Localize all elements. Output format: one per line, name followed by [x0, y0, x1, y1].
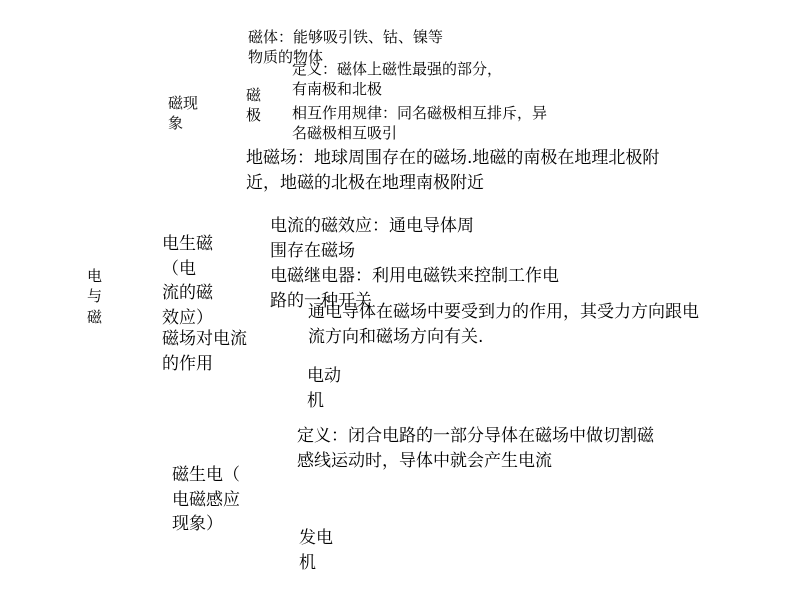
magnetism-to-electricity-label: 磁生电（ 电磁感应 现象）: [172, 465, 240, 535]
root-label: 电 与 磁: [87, 267, 103, 326]
magnetic-phenomena-label: 磁现 象: [168, 94, 199, 133]
magnetic-pole-label: 磁 极: [246, 86, 262, 125]
force-on-current-label: 磁场对电流 的作用: [162, 329, 247, 374]
magnetic-pole-interaction: 相互作用规律：同名磁极相互排斥，异 名磁极相互吸引: [292, 104, 548, 143]
electromagnetic-relay: 电磁继电器：利用电磁铁来控制工作电 路的一种开关: [270, 266, 559, 311]
earth-magnetic-field: 地磁场：地球周围存在的磁场.地磁的南极在地理北极附 近，地磁的北极在地理南极附近: [246, 148, 660, 193]
force-on-current-description: 通电导体在磁场中要受到力的作用，其受力方向跟电 流方向和磁场方向有关.: [308, 302, 699, 347]
oersted-effect: 电流的磁效应：通电导体周 围存在磁场: [270, 216, 474, 261]
electric-motor: 电动 机: [307, 366, 341, 411]
electricity-to-magnetism-label: 电生磁 （电 流的磁 效应）: [162, 234, 213, 328]
electric-generator: 发电 机: [299, 528, 333, 573]
induction-definition: 定义：闭合电路的一部分导体在磁场中做切割磁 感线运动时，导体中就会产生电流: [297, 426, 654, 471]
magnet-definition: 磁体：能够吸引铁、钴、镍等 物质的物体: [248, 28, 444, 67]
magnetic-pole-definition: 定义：磁体上磁性最强的部分， 有南极和北极: [292, 60, 503, 99]
